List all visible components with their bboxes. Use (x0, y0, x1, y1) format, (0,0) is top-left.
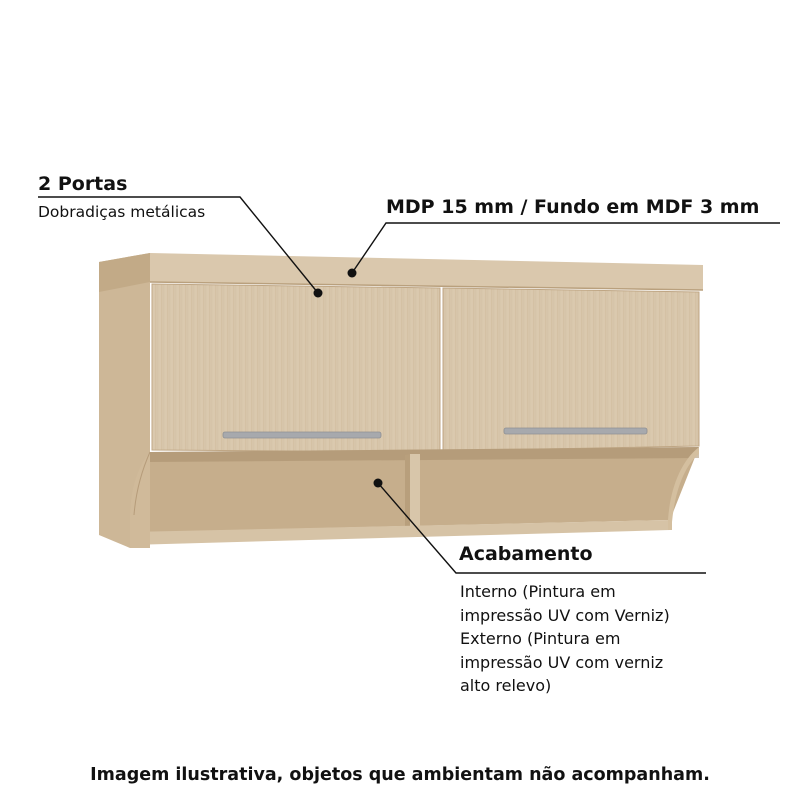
material-callout-label: MDP 15 mm / Fundo em MDF 3 mm (386, 196, 760, 218)
acabamento-line: impressão UV com verniz (460, 652, 664, 672)
niche-divider (410, 454, 420, 532)
portas-leader-dot (314, 289, 323, 298)
niche-divider-side (405, 454, 410, 532)
acabamento-line: Interno (Pintura em (460, 582, 616, 601)
footer-disclaimer: Imagem ilustrativa, objetos que ambientam não acompanham. (90, 765, 710, 785)
acabamento-line: Externo (Pintura em (460, 629, 621, 648)
cabinet-top-panel (150, 253, 703, 290)
acabamento-callout-title: Acabamento (459, 543, 593, 565)
acabamento-line: impressão UV com Verniz) (460, 605, 670, 625)
left-door (152, 284, 440, 452)
acabamento-leader-dot (374, 479, 383, 488)
portas-callout-title: 2 Portas (38, 173, 128, 195)
acabamento-line: alto relevo) (460, 676, 552, 695)
right-door-handle (504, 428, 647, 434)
right-door (443, 288, 699, 451)
left-door-handle (223, 432, 381, 438)
portas-callout-subtitle: Dobradiças metálicas (38, 203, 206, 221)
material-leader-dot (348, 269, 357, 278)
